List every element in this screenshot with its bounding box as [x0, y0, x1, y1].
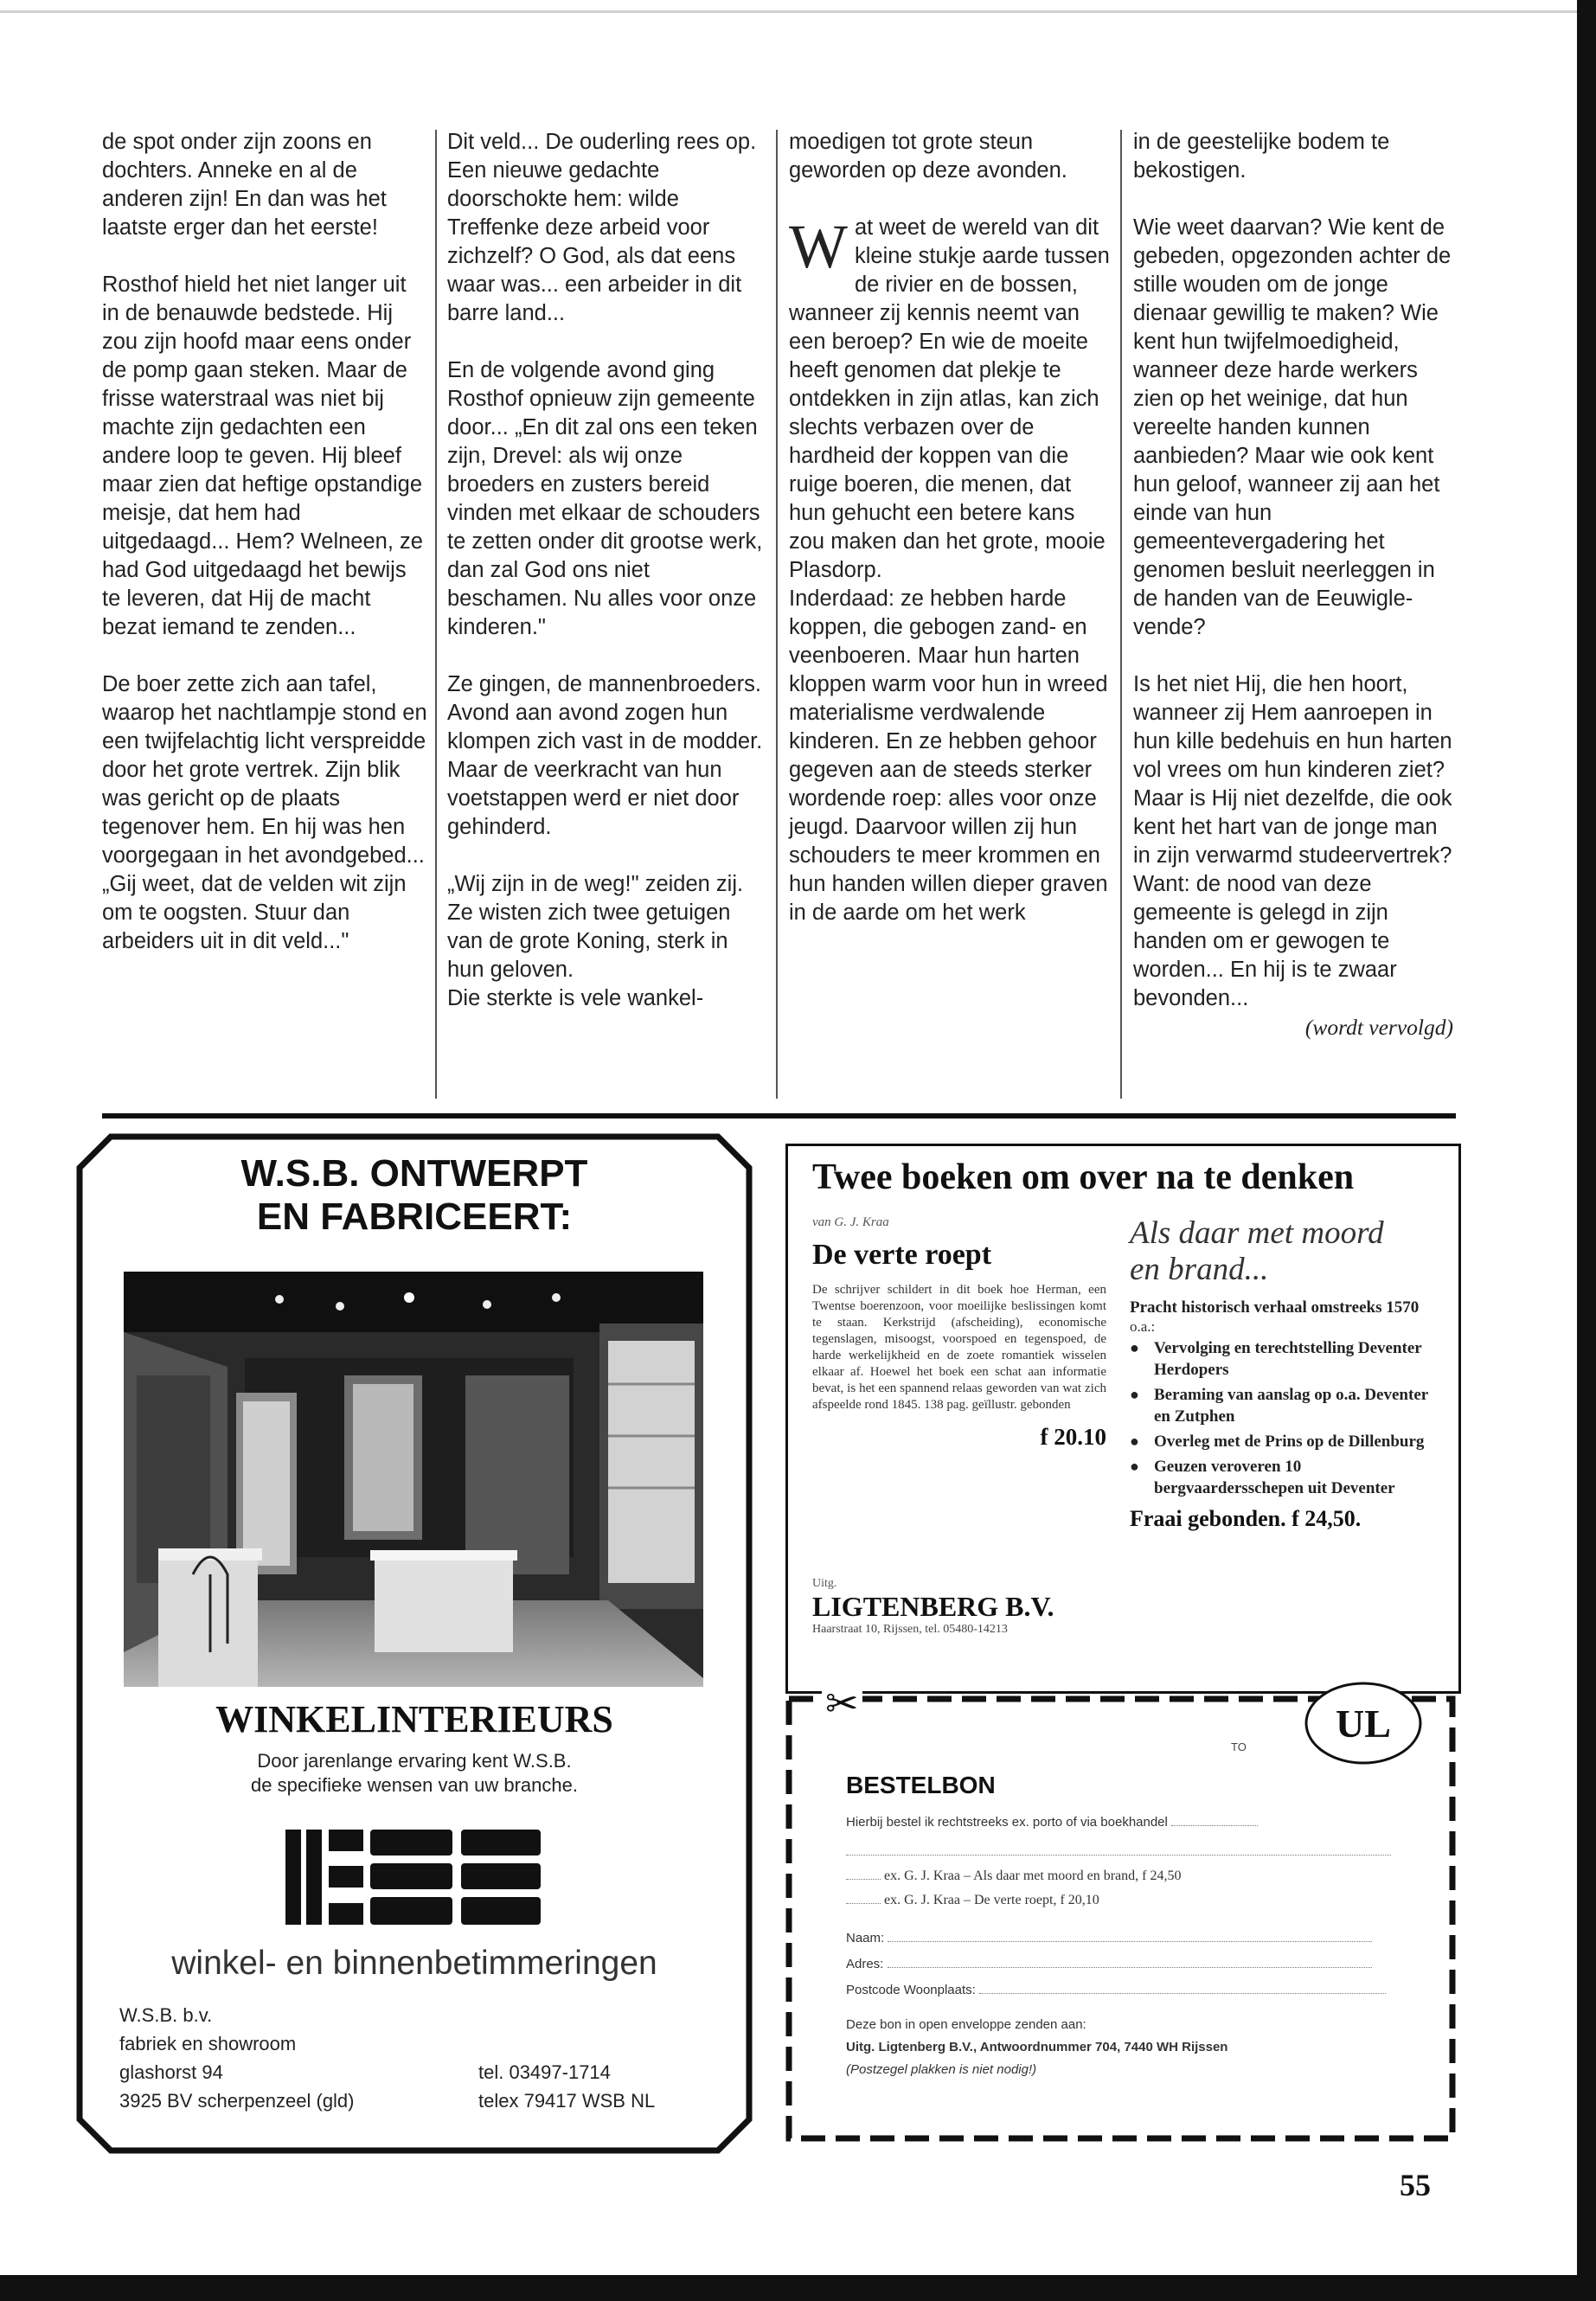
scan-edge-bottom: [0, 2275, 1596, 2301]
article-column-4: [1133, 128, 1453, 1042]
coupon-blank-line: [846, 1844, 1391, 1859]
scan-edge-right: [1577, 0, 1596, 2301]
name-field[interactable]: Naam:: [846, 1931, 1372, 1945]
wsb-headline: W.S.B. ONTWERPT EN FABRICEERT:: [240, 1152, 588, 1238]
column-divider: [776, 130, 778, 1099]
coupon-reply-address: Uitg. Ligtenberg B.V., Antwoordnummer 704, 7440 WH Rijssen: [846, 2040, 1228, 2054]
paragraph: De boer zette zich aan tafel, waarop het nachtlampje stond en een twijfelachtig licht verspreidde door het grote vertrek. Zijn blik was gericht op de plaats tegenover hem. En hij was hen voorgegaan in het avondgebed... „Gij weet, dat de velden wit zijn om te oogsten. Stuur dan arbeiders uit in dit veld...": [102, 672, 427, 953]
section-rule: [102, 1113, 1456, 1118]
paragraph: „Wij zijn in de weg!" zeiden zij. Ze wisten zich twee getuigen van de grote Koning, sterk in hun geloven.: [447, 872, 744, 982]
paragraph: Wie weet daarvan? Wie kent de gebeden, opgezonden achter de stille wouden om de jonge dienaar gewillig te maken? Wie kent hun twijfelmoedigheid, wanneer deze harde werkers zien op het weinige, dat hun vereelte handen kunnen aanbieden? Maar wie ook kent hun geloof, wanneer zij aan het einde van hun gemeentevergadering het genomen besluit neerleggen in de handen van de Eeuwigle-vende?: [1133, 215, 1452, 639]
wsb-subtitle: WINKELINTERIEURS: [215, 1698, 613, 1740]
paragraph: Is het niet Hij, die hen hoort, wanneer zij Hem aanroepen in hun kille bedehuis en hun harten vol vrees om hun kinderen ziet? Maar is Hij niet dezelfde, die ook kent het hart van de jonge man in zijn verwarmd studeervertrek? Want: de nood van deze gemeente is gelegd in zijn handen om er gewogen te worden... En hij is te zwaar bevonden...: [1133, 672, 1452, 1010]
book-2-title: Als daar met moord en brand...: [1130, 1215, 1384, 1287]
top-rule: [0, 10, 1596, 13]
paragraph: moedigen tot grote steun geworden op deze avonden.: [789, 130, 1067, 183]
coupon-intro: Hierbij bestel ik rechtstreeks ex. porto of via boekhandel: [846, 1815, 1258, 1830]
column-divider: [435, 130, 437, 1099]
continued-note: (wordt vervolgd): [1304, 1015, 1453, 1040]
order-coupon: [785, 1680, 1456, 2145]
books-headline: Twee boeken om over na te denken: [812, 1157, 1355, 1197]
paragraph: Dit veld... De ouderling rees op. Een nieuwe gedachte doorschokte hem: wilde Treffenke deze arbeid voor zichzelf? O God, als dat eens waar was... een arbeider in dit barre land...: [447, 130, 757, 325]
book-2-subtitle: Pracht historisch verhaal omstreeks 1570: [1130, 1298, 1420, 1317]
book-1-author: van G. J. Kraa: [812, 1215, 889, 1229]
shop-interior-photo: [124, 1272, 703, 1687]
article-column-3: [789, 128, 1111, 956]
column-divider: [1120, 130, 1122, 1099]
book-1-description: De schrijver schildert in dit boek hoe Herman, een Twentse boerenzoon, voor moeilijke beslissingen komt te staan. Kerkstrijd (afscheiding), economische tegenslagen, misoogst, voorspoed en tegenspoed, de harde werkelijkheid en de zoete romantiek wisselen elkaar af. Hoewel het boek een schat aan informatie bevat, is het een spannend relaas geworden van wat zich afspeelde rond 1845. 138 pag. geïllustr. gebonden: [812, 1283, 1106, 1412]
book-2-oa: o.a.:: [1130, 1318, 1156, 1335]
order-line-2: ex. G. J. Kraa – De verte roept, f 20,10: [846, 1893, 1099, 1908]
ul-logo: [1303, 1680, 1424, 1766]
wsb-description: Door jarenlange ervaring kent W.S.B. de specifieke wensen van uw branche.: [251, 1750, 578, 1796]
book-2-price: Fraai gebonden. f 24,50.: [1130, 1506, 1362, 1531]
address-field[interactable]: Adres:: [846, 1957, 1372, 1971]
bullet-item: ● Beraming van aanslag op o.a. Deventer en Zutphen: [1130, 1384, 1441, 1427]
article-column-2: [447, 128, 763, 1042]
bullet-item: ● Geuzen veroveren 10 bergvaardersschepen uit Deventer: [1130, 1456, 1441, 1499]
postcode-city-field[interactable]: Postcode Woonplaats:: [846, 1983, 1386, 1997]
books-advertisement: [785, 1144, 1461, 1694]
paragraph: Ze gingen, de mannenbroeders. Avond aan avond zogen hun klompen zich vast in de modder. Maar de veerkracht van hun voetstappen werd er niet door gehinderd.: [447, 672, 763, 839]
coupon-send-note: Deze bon in open enveloppe zenden aan:: [846, 2017, 1086, 2032]
paragraph: Die sterkte is vele wankel-: [447, 986, 704, 1010]
bullet-item: ● Vervolging en terechtstelling Deventer Herdopers: [1130, 1337, 1441, 1381]
book-2: [1130, 1215, 1441, 1532]
wsb-address: W.S.B. b.v. fabriek en showroom glashorst 94 3925 BV scherpenzeel (gld): [119, 2004, 355, 2112]
book-1: [812, 1215, 1106, 1451]
paragraph-with-initial: Wat weet de wereld van dit kleine stukje aarde tussen de rivier en de bossen, wanneer zij kennis neemt van een beroep? En wie de moeite heeft genomen dat plekje te ontdekken in zijn atlas, kan zich slechts verbazen over de hardheid der koppen van die ruige boeren, die menen, dat hun gehucht een betere kans zou maken dan het grote, mooie Plasdorp.: [789, 212, 1110, 582]
paragraph: Rosthof hield het niet langer uit in de benauwde bedstede. Hij zou zijn hoofd maar eens onder de pomp gaan steken. Maar de frisse waterstraal was niet bij machte zijn gedachten een andere loop te geven. Hij bleef maar zien dat heftige opstandige meisje, dat hem had uitgedaagd... Hem? Welneen, ze had God uitgedaagd het bewijs te leveren, dat Hij de macht bezat iemand te zenden...: [102, 272, 423, 639]
bullet-item: ● Overleg met de Prins op de Dillenburg: [1130, 1431, 1441, 1452]
coupon-postage-note: (Postzegel plakken is niet nodig!): [846, 2062, 1037, 2077]
paragraph: En de volgende avond ging Rosthof opnieuw zijn gemeente door... „En dit zal ons een teken zijn, Drevel: als wij onze broeders en zusters bereid vinden met elkaar de schouders te zetten onder dit grootse werk, dan zal God ons niet beschamen. Nu alles voor onze kinderen.": [447, 358, 763, 639]
book-1-price: f 20.10: [1040, 1424, 1106, 1450]
coupon-to: TO: [1231, 1740, 1247, 1753]
wsb-tagline: winkel- en binnenbetimmeringen: [171, 1945, 657, 1982]
scissors-icon: ✂: [822, 1680, 862, 1727]
book-1-title: De verte roept: [812, 1239, 992, 1271]
paragraph: Inderdaad: ze hebben harde koppen, die gebogen zand- en veenboeren. Maar hun harten kloppen warm voor hun in wreed materialisme verdwalende kinderen. En ze hebben gehoor gegeven aan de steeds sterker wordende roep: alles voor onze jeugd. Daarvoor willen zij hun schouders te meer krommen en hun handen willen dieper graven in de aarde om het werk: [789, 586, 1108, 925]
article-column-1: [102, 128, 429, 984]
coupon-title: BESTELBON: [846, 1772, 996, 1798]
publisher: Uitg. LIGTENBERG B.V. Haarstraat 10, Rijssen, tel. 05480-14213: [812, 1577, 1054, 1636]
wsb-advertisement: [76, 1133, 753, 2154]
wsb-logo: [284, 1825, 543, 1929]
svg-text:UL: UL: [1336, 1702, 1391, 1746]
wsb-contact: tel. 03497-1714 telex 79417 WSB NL: [478, 2061, 656, 2112]
paragraph: in de geestelijke bodem te bekostigen.: [1133, 130, 1390, 183]
page-number: 55: [1400, 2168, 1431, 2202]
drop-cap: W: [789, 212, 848, 281]
book-2-bullets: [1130, 1337, 1441, 1499]
paragraph: de spot onder zijn zoons en dochters. Anneke en al de anderen zijn! En dan was het laatste erger dan het eerste!: [102, 130, 387, 240]
order-line-1: ex. G. J. Kraa – Als daar met moord en brand, f 24,50: [846, 1868, 1181, 1884]
